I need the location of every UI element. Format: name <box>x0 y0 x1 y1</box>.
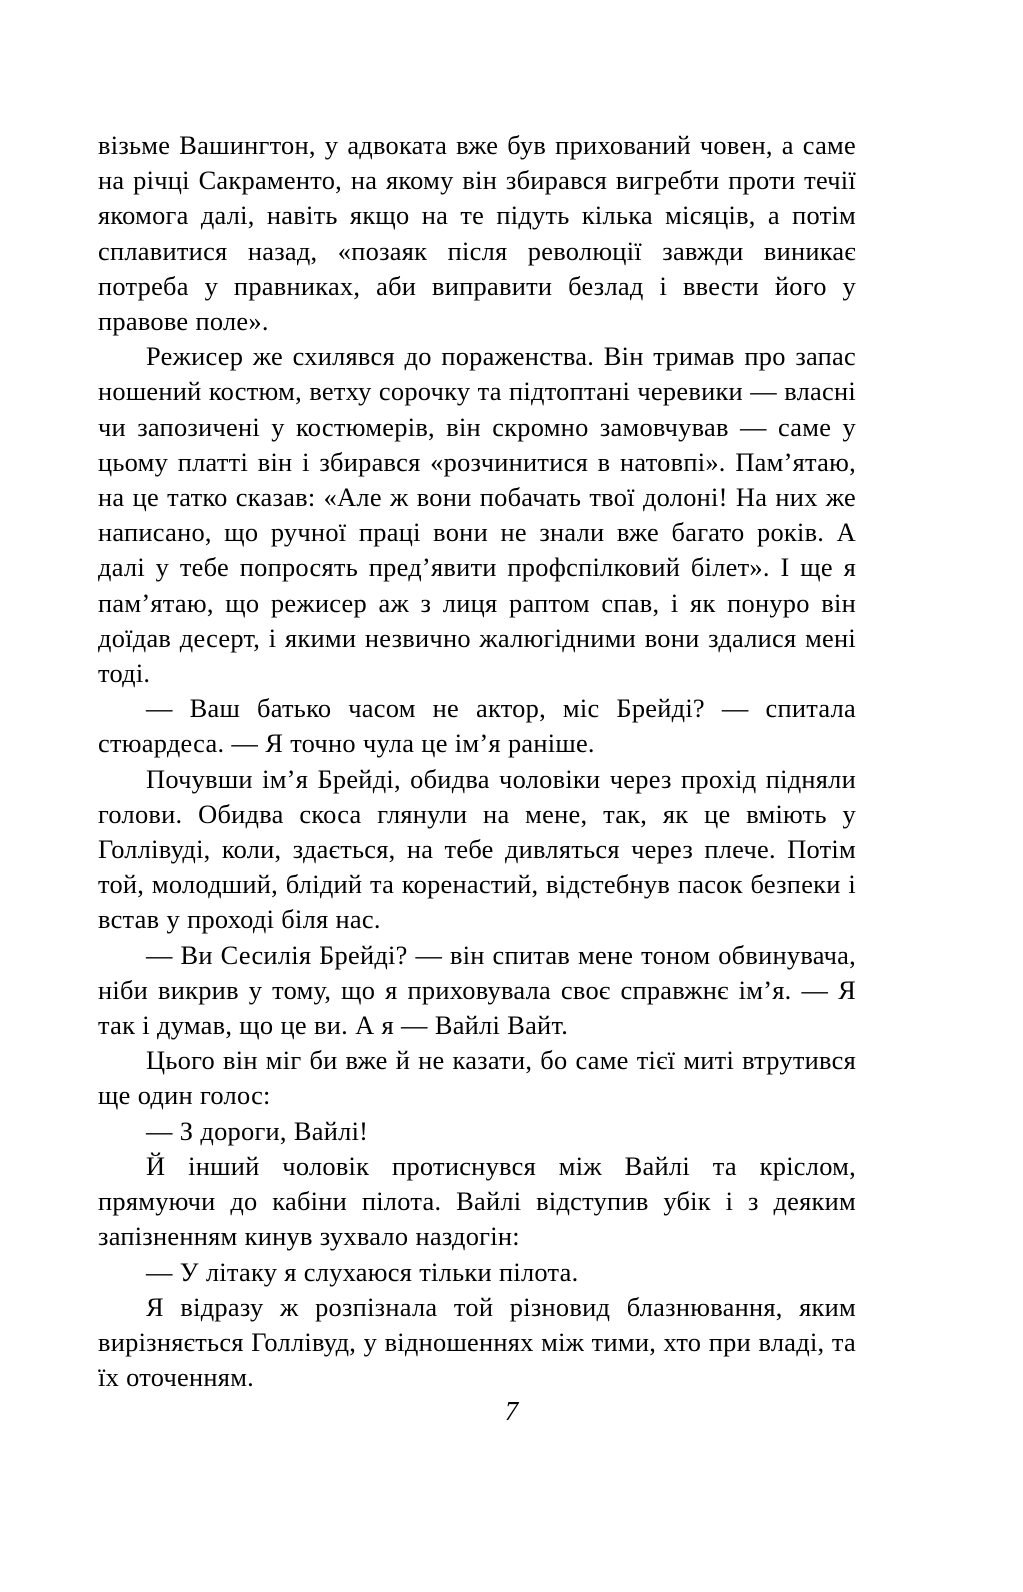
paragraph: — Ви Сесилія Брейді? — він спитав мене тоном обвинувача, ніби викрив у тому, що я приховувала своє справжнє ім’я. — Я так і думав, що це ви. А я — Вайлі Вайт. <box>98 939 856 1041</box>
paragraph: Цього він міг би вже й не казати, бо саме тієї миті втрутився ще один голос: <box>98 1045 856 1111</box>
paragraph: Я відразу ж розпізнала той різновид блазнювання, яким вирізняється Голлівуд, у відношеннях між тими, хто при владі, та їх оточенням. <box>98 1291 856 1393</box>
paragraph: візьме Вашингтон, у адвоката вже був прихований човен, а саме на річці Сакраменто, на якому він збирався вигребти проти течії якомога далі, навіть якщо на те підуть кілька місяців, а потім сплавитися назад, «позаяк після революції завжди виникає потреба у правниках, аби виправити безлад і ввести його у правове поле». <box>98 130 856 337</box>
paragraph: — Ваш батько часом не актор, міс Брейді? — спитала стюардеса. — Я точно чула це ім’я раніше. <box>98 693 856 759</box>
page-number: 7 <box>504 1396 519 1426</box>
paragraph: Почувши ім’я Брейді, обидва чоловіки через прохід підняли голови. Обидва скоса глянули на мене, так, як це вміють у Голлівуді, коли, здається, на тебе дивляться через плече. Потім той, молодший, блідий та коренастий, відстебнув пасок безпеки і встав у проході біля нас. <box>98 763 856 935</box>
page-text-block <box>98 128 856 1395</box>
paragraph: Режисер же схилявся до пораженства. Він тримав про запас ношений костюм, ветху сорочку та підтоптані черевики — власні чи запозичені у костюмерів, він скромно замовчував — саме у цьому платті він і збирався «розчинитися в натовпі». Пам’ятаю, на це татко сказав: «Але ж вони побачать твої долоні! На них же написано, що ручної праці вони не знали вже багато років. А далі у тебе попросять пред’явити профспілковий білет». І ще я пам’ятаю, що режисер аж з лиця раптом спав, і як понуро він доїдав десерт, і якими незвично жалюгідними вони здалися мені тоді. <box>98 341 856 689</box>
paragraph: — З дороги, Вайлі! <box>146 1115 369 1146</box>
paragraph: Й інший чоловік протиснувся між Вайлі та кріслом, прямуючи до кабіни пілота. Вайлі відступив убік і з деяким запізненням кинув зухвало наздогін: <box>98 1150 856 1252</box>
paragraph: — У літаку я слухаюся тільки пілота. <box>146 1256 579 1287</box>
